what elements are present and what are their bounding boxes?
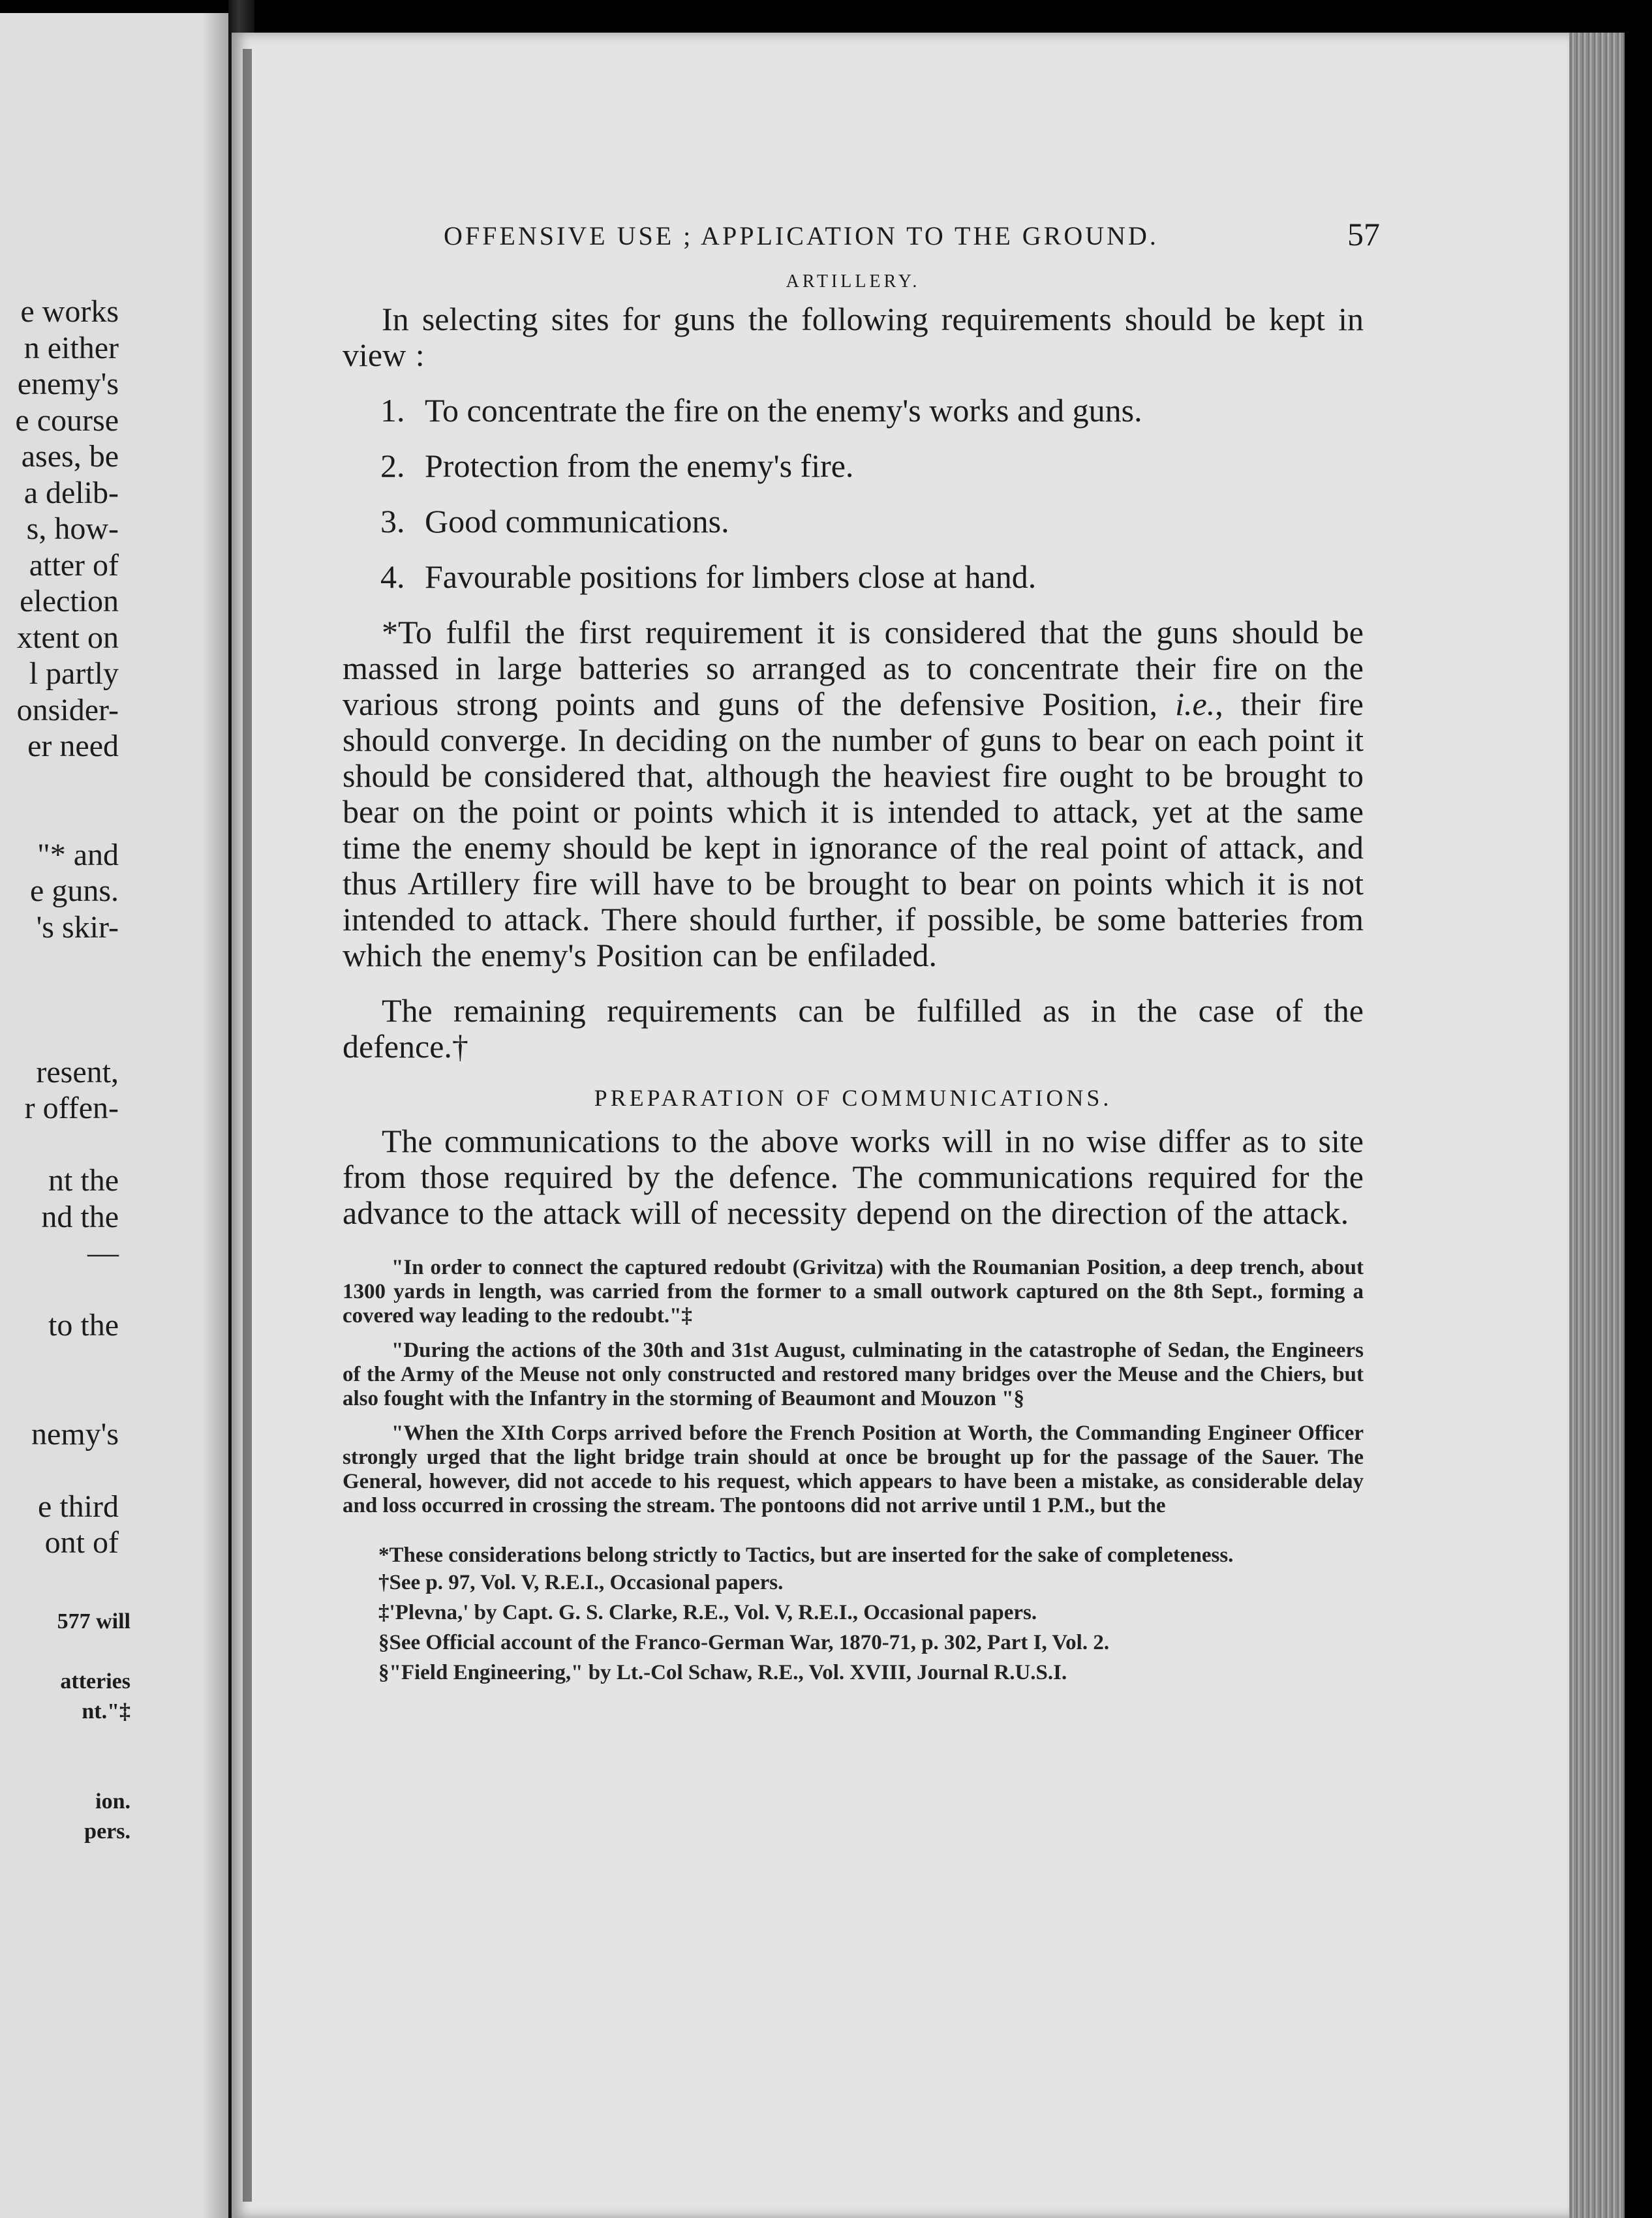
para1-ie: i.e. bbox=[1175, 686, 1216, 722]
requirement-number: 2. bbox=[380, 448, 405, 484]
left-page-fragment: e third bbox=[38, 1489, 119, 1524]
requirement-number: 3. bbox=[380, 503, 405, 539]
footnote: §See Official account of the Franco-German War, 1870-71, p. 302, Part I, Vol. 2. bbox=[378, 1631, 1110, 1654]
left-page-fragment: xtent on bbox=[17, 620, 119, 655]
requirement-item bbox=[380, 504, 1364, 539]
left-page-fragment: 577 will bbox=[57, 1609, 130, 1633]
footnote: ‡'Plevna,' by Capt. G. S. Clarke, R.E., Vol. V, R.E.I., Occasional papers. bbox=[378, 1601, 1037, 1624]
left-page-fragment: enemy's bbox=[17, 367, 119, 401]
left-page-fragment: e course bbox=[15, 403, 119, 438]
left-page-fragment: nd the bbox=[41, 1199, 119, 1234]
left-page-fragment: pers. bbox=[84, 1819, 130, 1844]
page-content bbox=[343, 215, 1380, 1688]
left-page-fragment: to the bbox=[48, 1308, 119, 1343]
artillery-intro: In selecting sites for guns the following requirements should be kept in view : bbox=[343, 301, 1364, 373]
left-page-fragment: onsider- bbox=[16, 692, 119, 727]
page-edge-stack bbox=[1569, 33, 1625, 2218]
left-facing-page bbox=[0, 13, 228, 2218]
left-page-fragment: r offen- bbox=[24, 1091, 119, 1125]
requirement-item bbox=[380, 559, 1364, 595]
artillery-heading: ARTILLERY. bbox=[786, 271, 921, 292]
left-page-shadow bbox=[202, 13, 228, 2218]
left-page-fragment: atter of bbox=[29, 547, 119, 583]
running-title: OFFENSIVE USE ; APPLICATION TO THE GROUND. bbox=[444, 221, 1159, 251]
left-page-fragment: s, how- bbox=[26, 511, 119, 546]
para1-text-a: *To fulfil the first requirement it is considered that the guns should be massed in large batteries so arranged as to concentrate their fire on the various strong points and guns of the defensive Position, bbox=[343, 614, 1364, 722]
left-page-fragment: e works bbox=[20, 294, 119, 329]
requirement-text: To concentrate the fire on the enemy's works and guns. bbox=[425, 392, 1142, 429]
requirement-item bbox=[380, 448, 1364, 484]
quote-worth: "When the XIth Corps arrived before the French Position at Worth, the Commanding Engineer Officer strongly urged that the light bridge train should at once be brought up for the passage of the Sauer. The General, however, did not accede to his request, which appears to have been a mistake, as considerable delay and loss occurred in crossing the stream. The pontoons did not arrive until 1 P.M., but the bbox=[343, 1421, 1364, 1517]
left-page-fragment: election bbox=[20, 584, 119, 618]
page-number: 57 bbox=[1347, 216, 1380, 252]
left-page-fragment: nemy's bbox=[31, 1416, 119, 1451]
left-page-fragment: — bbox=[87, 1236, 119, 1270]
para1-text-b: , their fire should converge. In deciding on the number of guns to bear on each point it should be considered that, although the heaviest fire ought to be brought to bear on the point or points which it is intended to attack, yet at the same time the enemy should be kept in ignorance of the real point of attack, and thus Artillery fire will have to be brought to bear on points which it is not intended to attack. There should further, if possible, be some batteries from which the enemy's Position can be enfiladed. bbox=[343, 686, 1364, 973]
left-page-fragment: nt the bbox=[48, 1163, 119, 1198]
left-page-fragment: "* and bbox=[37, 837, 119, 872]
running-head bbox=[343, 215, 1380, 267]
requirement-text: Good communications. bbox=[425, 503, 729, 539]
footnote: †See p. 97, Vol. V, R.E.I., Occasional papers. bbox=[378, 1571, 784, 1594]
left-page-fragment: e guns. bbox=[30, 874, 119, 908]
requirement-item bbox=[380, 393, 1364, 429]
left-page-fragment: er need bbox=[27, 729, 119, 763]
communications-heading: PREPARATION OF COMMUNICATIONS. bbox=[594, 1085, 1112, 1111]
requirement-number: 1. bbox=[380, 392, 405, 429]
left-page-fragment: a delib- bbox=[23, 475, 119, 510]
requirement-number: 4. bbox=[380, 558, 405, 595]
left-page-fragment: nt."‡ bbox=[82, 1699, 130, 1724]
left-page-fragment: 's skir- bbox=[36, 909, 119, 945]
artillery-paragraph-2: The remaining requirements can be fulfilled as in the case of the defence.† bbox=[343, 992, 1364, 1065]
communications-paragraph: The communications to the above works will in no wise differ as to site from those required by the defence. The communications required for the advance to the attack will of necessity depend on the direction of the attack. bbox=[343, 1123, 1364, 1231]
left-page-fragment: l partly bbox=[29, 656, 119, 691]
left-page-fragment: ases, be bbox=[21, 439, 119, 474]
footnote: §"Field Engineering," by Lt.-Col Schaw, R.E., Vol. XVIII, Journal R.U.S.I. bbox=[378, 1661, 1067, 1684]
left-page-fragment: n either bbox=[23, 330, 119, 365]
quote-grivitza: "In order to connect the captured redoubt (Grivitza) with the Roumanian Position, a deep trench, about 1300 yards in length, was carried from the former to a small outwork captured on the 8th Sept., forming a covered way leading to the redoubt."‡ bbox=[343, 1256, 1364, 1328]
left-page-fragment: ont of bbox=[44, 1525, 119, 1560]
footnote: *These considerations belong strictly to Tactics, but are inserted for the sake of completeness. bbox=[378, 1543, 1234, 1567]
artillery-paragraph-1 bbox=[343, 615, 1364, 973]
quote-sedan: "During the actions of the 30th and 31st August, culminating in the catastrophe of Sedan, the Engineers of the Army of the Meuse not only constructed and restored many bridges over the Meuse and the Chiers, but also fought with the Infantry in the storming of Beaumont and Mouzon "§ bbox=[343, 1339, 1364, 1410]
left-page-fragment: ion. bbox=[95, 1789, 130, 1814]
left-page-fragment: atteries bbox=[60, 1669, 130, 1694]
requirement-text: Protection from the enemy's fire. bbox=[425, 448, 854, 484]
left-page-fragment: resent, bbox=[36, 1054, 119, 1089]
spine-shadow bbox=[243, 49, 252, 2202]
requirement-text: Favourable positions for limbers close at hand. bbox=[425, 558, 1037, 595]
